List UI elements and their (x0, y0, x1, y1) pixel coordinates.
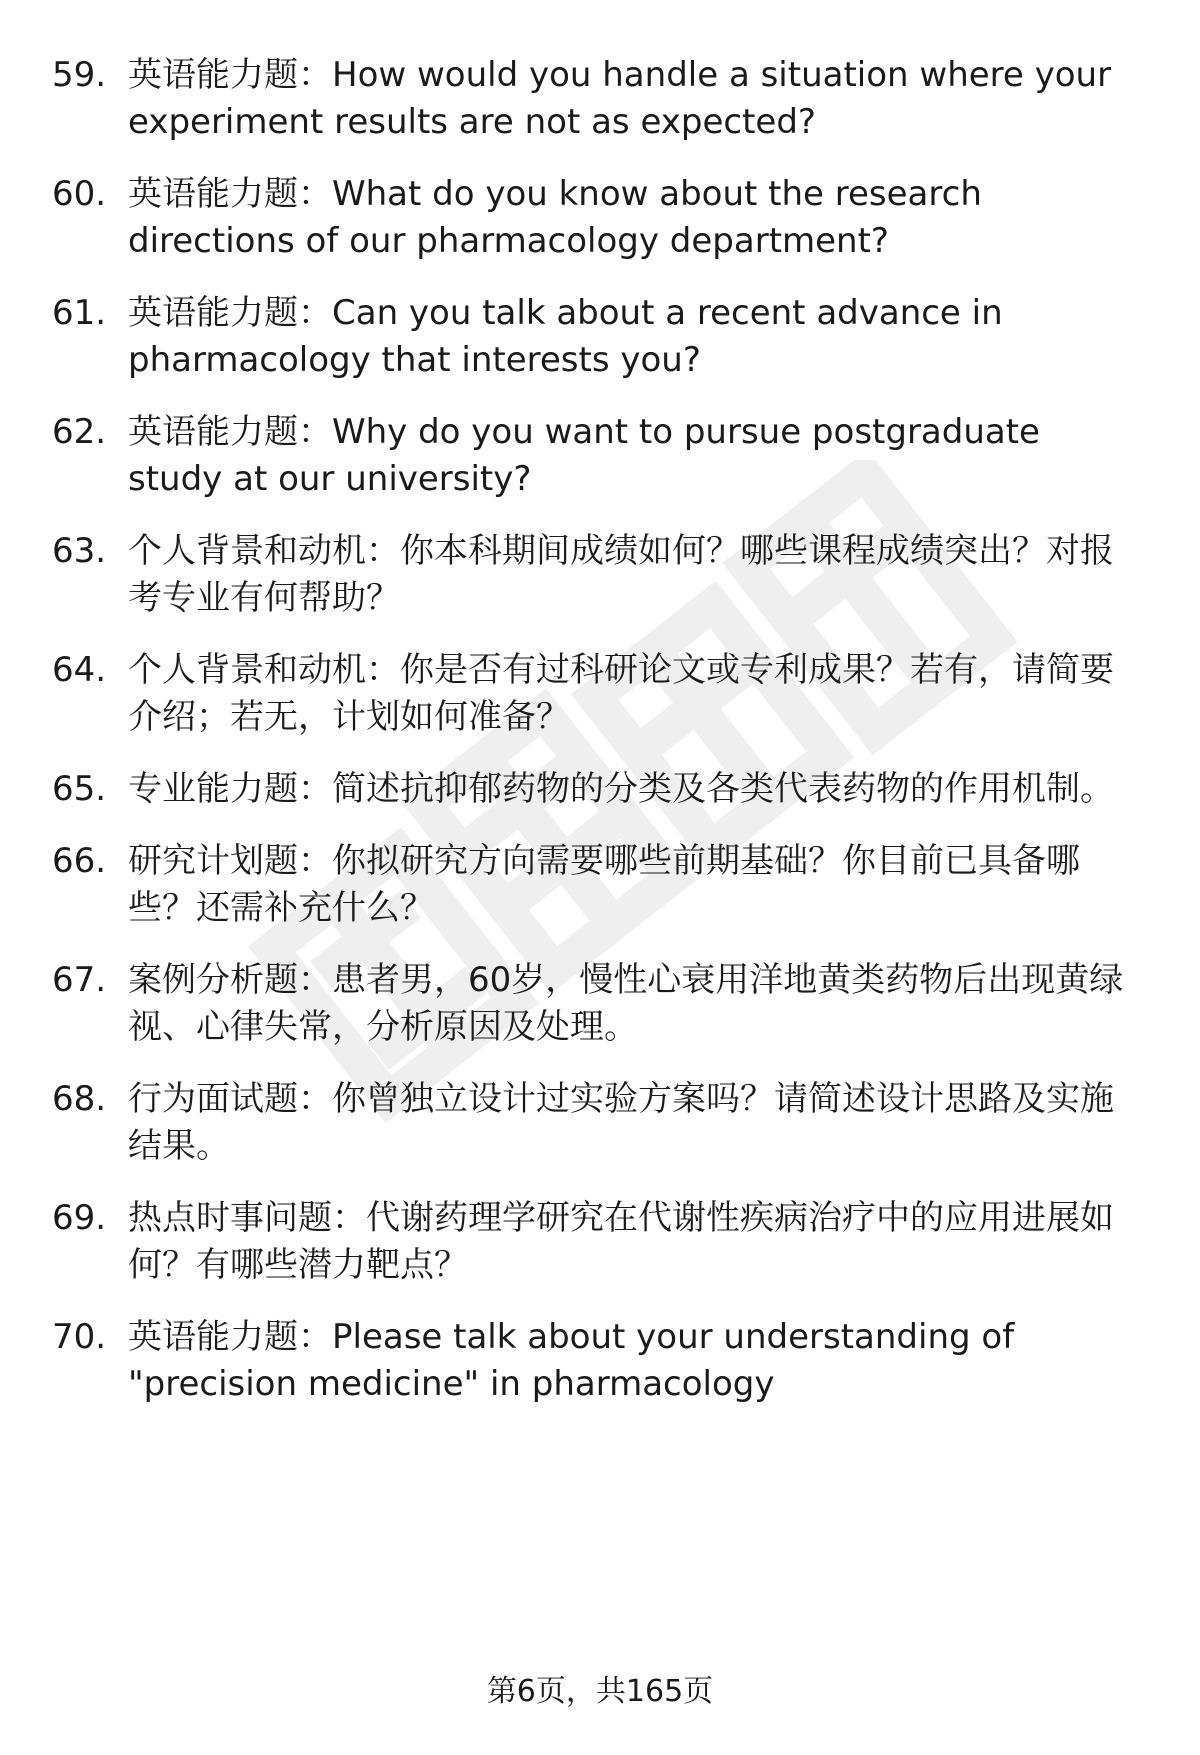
question-number: 69. (52, 1198, 107, 1238)
question-item (0, 409, 1200, 503)
question-number: 63. (52, 531, 107, 571)
question-number: 61. (52, 293, 107, 333)
question-item (0, 171, 1200, 265)
question-number: 70. (52, 1317, 107, 1357)
question-item (0, 52, 1200, 146)
question-text: 个人背景和动机：你是否有过科研论文或专利成果？若有，请简要介绍；若无，计划如何准备？ (128, 650, 1114, 737)
question-number: 62. (52, 412, 107, 452)
question-number: 66. (52, 841, 107, 881)
question-item (0, 1195, 1200, 1289)
question-text: 英语能力题：What do you know about the research directions of our pharmacology department? (128, 174, 982, 261)
question-number: 67. (52, 960, 107, 1000)
question-number: 65. (52, 769, 107, 809)
question-item (0, 766, 1200, 813)
question-text: 英语能力题：Can you talk about a recent advance in pharmacology that interests you? (128, 293, 1003, 380)
question-text: 英语能力题：Why do you want to pursue postgraduate study at our university? (128, 412, 1040, 499)
question-text: 行为面试题：你曾独立设计过实验方案吗？请简述设计思路及实施结果。 (128, 1079, 1114, 1166)
question-item (0, 1076, 1200, 1170)
question-text: 英语能力题：How would you handle a situation where your experiment results are not as expected? (128, 55, 1112, 142)
question-text: 英语能力题：Please talk about your understanding of "precision medicine" in pharmacology (128, 1317, 1015, 1404)
question-number: 59. (52, 55, 107, 95)
page-footer: 第6页，共165页 (486, 1674, 714, 1709)
question-number: 64. (52, 650, 107, 690)
question-text: 案例分析题：患者男，60岁，慢性心衰用洋地黄类药物后出现黄绿视、心律失常，分析原因及处理。 (128, 960, 1124, 1047)
question-number: 60. (52, 174, 107, 214)
question-text: 热点时事问题：代谢药理学研究在代谢性疾病治疗中的应用进展如何？有哪些潜力靶点？ (128, 1198, 1114, 1285)
question-item (0, 838, 1200, 932)
question-list (0, 52, 1200, 1433)
question-text: 研究计划题：你拟研究方向需要哪些前期基础？你目前已具备哪些？还需补充什么？ (128, 841, 1080, 928)
question-item (0, 647, 1200, 741)
question-text: 专业能力题：简述抗抑郁药物的分类及各类代表药物的作用机制。 (128, 769, 1114, 809)
question-item (0, 1314, 1200, 1408)
question-item (0, 957, 1200, 1051)
question-item (0, 290, 1200, 384)
question-text: 个人背景和动机：你本科期间成绩如何？哪些课程成绩突出？对报考专业有何帮助？ (128, 531, 1114, 618)
question-number: 68. (52, 1079, 107, 1119)
question-item (0, 528, 1200, 622)
